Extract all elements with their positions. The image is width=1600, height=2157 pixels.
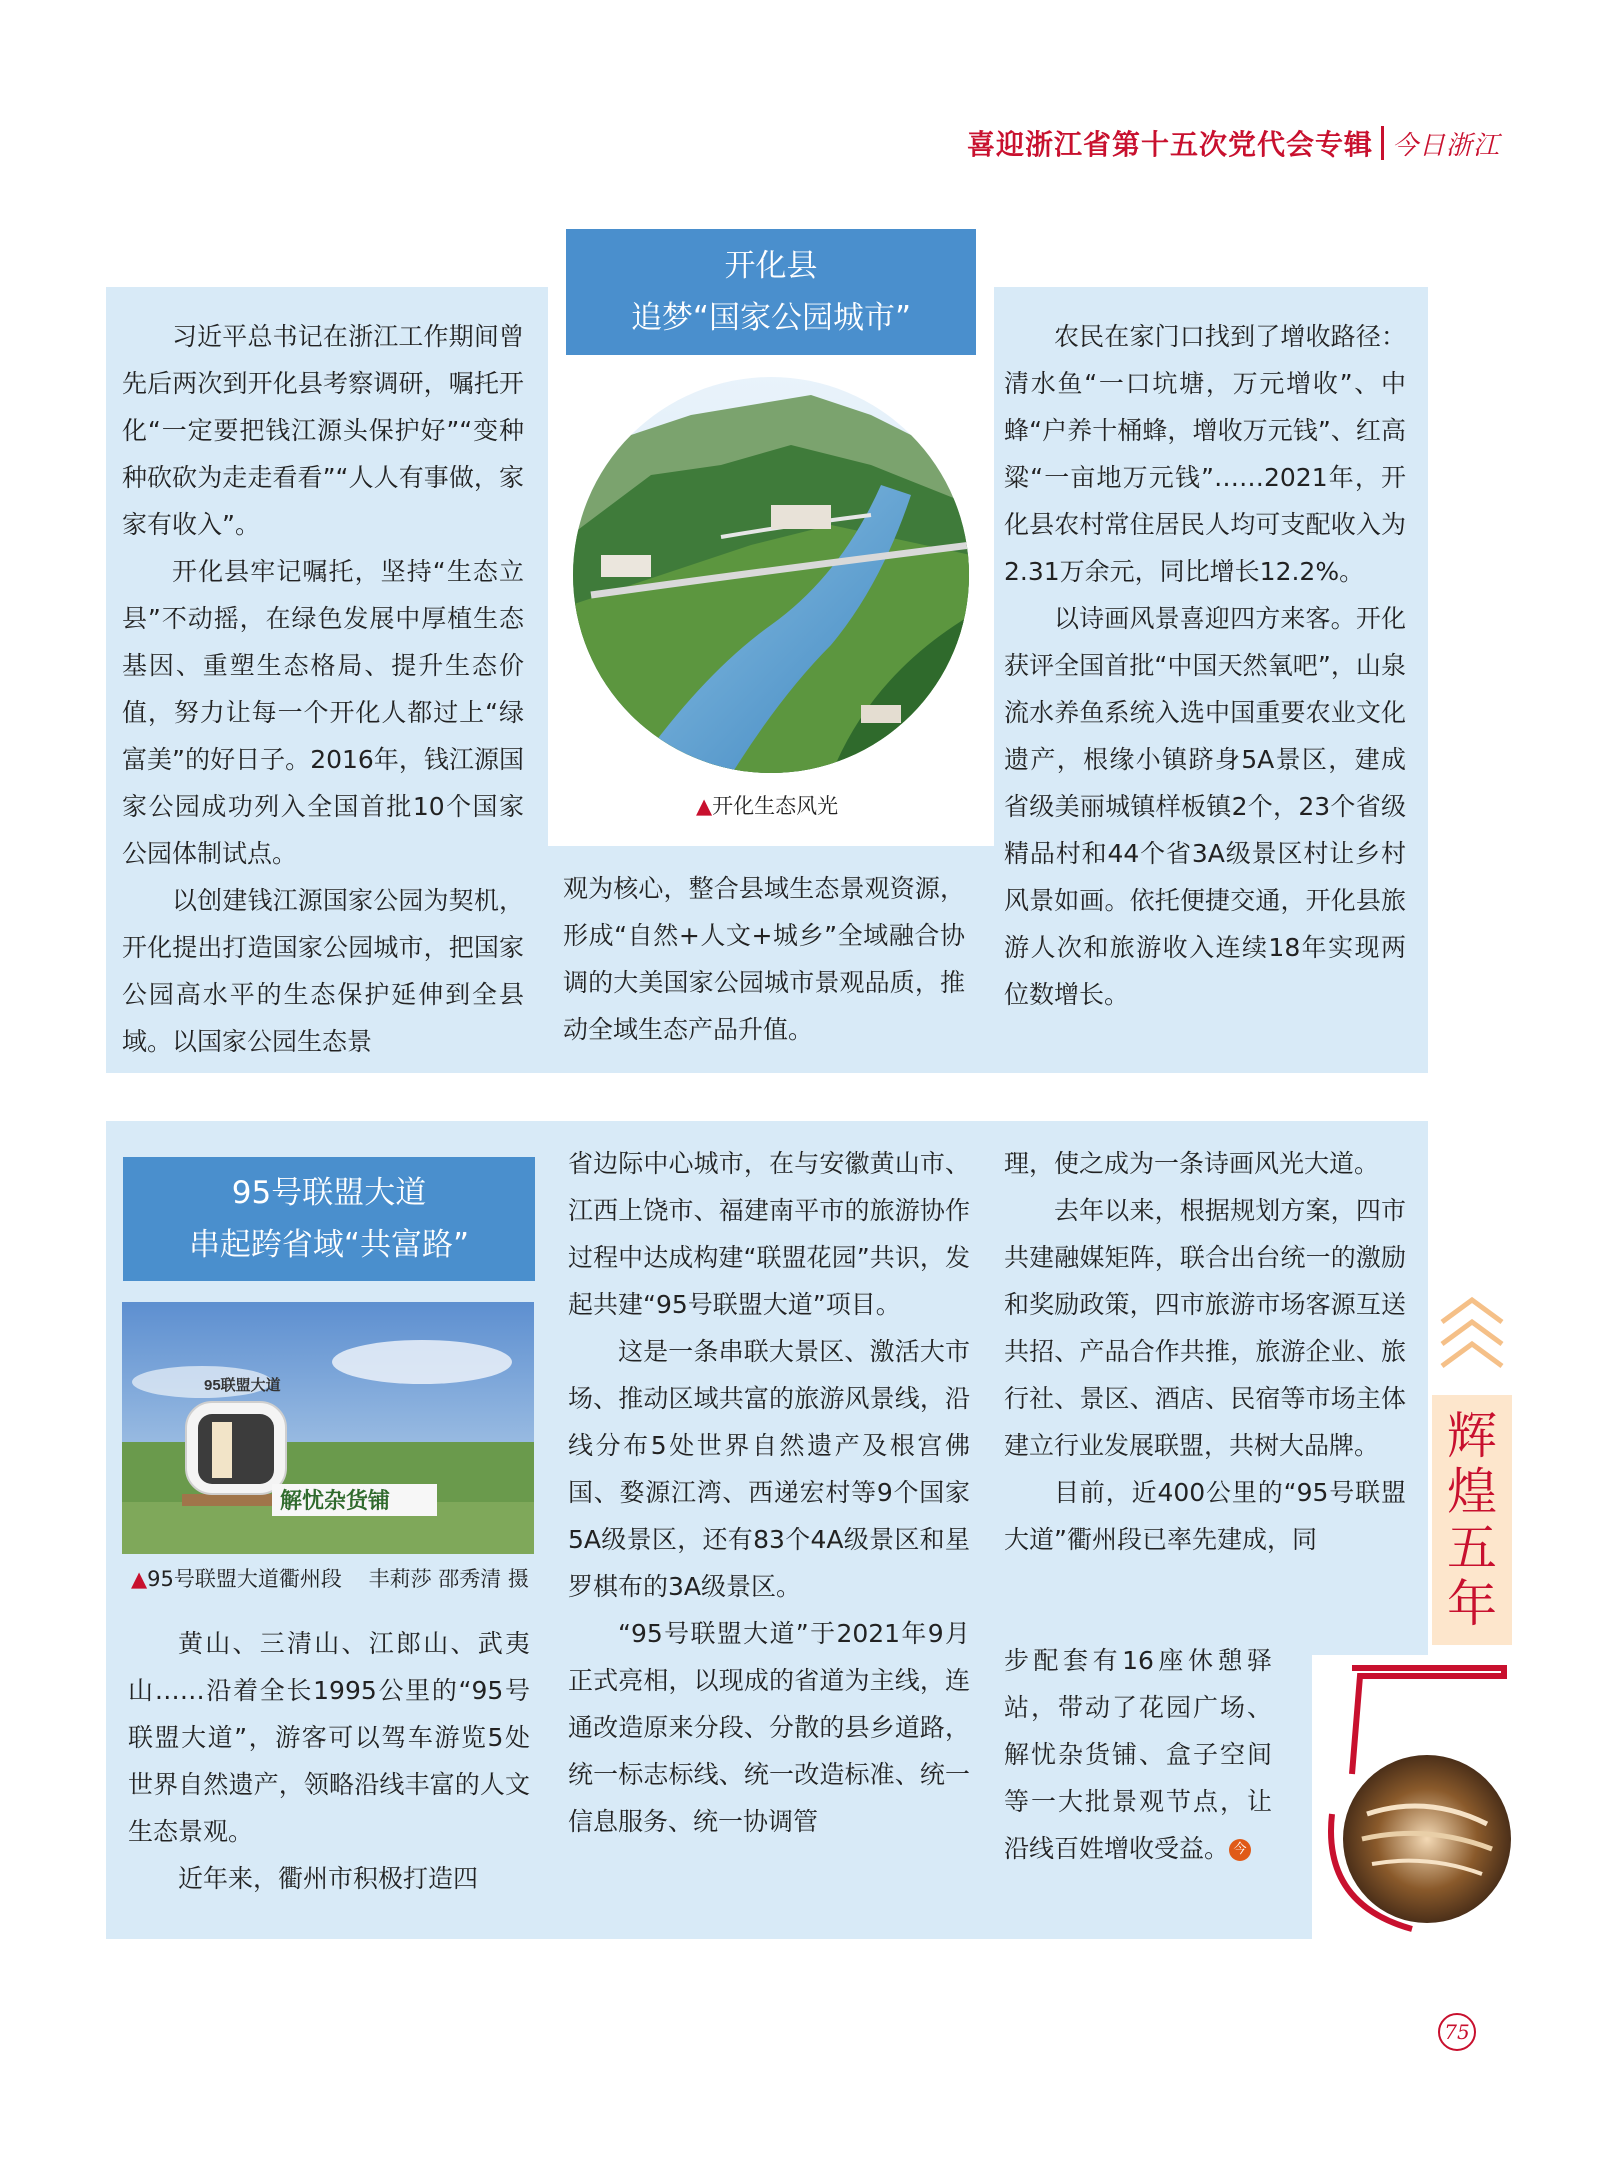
section2-photo-caption: ▲95号联盟大道衢州段 丰莉莎 邵秀清 摄 [131,1567,529,1591]
end-mark-icon: 今 [1229,1839,1251,1861]
photo-sign-text-2: 解忧杂货铺 [280,1488,391,1514]
paragraph: 习近平总书记在浙江工作期间曾先后两次到开化县考察调研，嘱托开化“一定要把钱江源头保护好”“变种种砍砍为走走看看”“人人有事做，家家有收入”。 [122,322,524,539]
paragraph: 以创建钱江源国家公园为契机，开化提出打造国家公园城市，把国家公园高水平的生态保护延伸到全县域。以国家公园生态景 [122,886,524,1056]
section2-column-3a [1004,1140,1406,1660]
chevron-up-icon [1436,1292,1508,1382]
section1-column-3 [1004,313,1406,1065]
running-header [880,118,1500,168]
paragraph: 农民在家门口找到了增收路径：清水鱼“一口坑塘，万元增收”、中蜂“户养十桶蜂，增收万元钱”、红高粱“一亩地万元钱”……2021年，开化县农村常住居民人均可支配收入为2.31万余元，同比增长12.2%。 [1004,322,1406,586]
paragraph: 省边际中心城市，在与安徽黄山市、江西上饶市、福建南平市的旅游协作过程中达成构建“联盟花园”共识，发起共建“95号联盟大道”项目。 [568,1149,970,1319]
five-years-tab: 辉 煌 五 年 [1432,1395,1512,1645]
paragraph: 近年来，衢州市积极打造四 [178,1864,479,1893]
paragraph: 以诗画风景喜迎四方来客。开化获评全国首批“中国天然氧吧”，山泉流水养鱼系统入选中国重要农业文化遗产，根缘小镇跻身5A景区，建成省级美丽城镇样板镇2个，23个省级精品村和44个省3A级景区村让乡村风景如画。依托便捷交通，开化县旅游人次和旅游收入连续18年实现两位数增长。 [1004,604,1406,1009]
header-divider [1381,126,1384,160]
section1-column-2 [563,865,965,1065]
section2-column-2 [568,1140,970,1920]
paragraph: 去年以来，根据规划方案，四市共建融媒矩阵，联合出台统一的激励和奖励政策，四市旅游市场客源互送共招、产品合作共推，旅游企业、旅行社、景区、酒店、民宿等市场主体建立行业发展联盟，共树大品牌。 [1004,1196,1406,1460]
special-issue-title: 喜迎浙江省第十五次党代会专辑 [966,128,1373,161]
section2-column-3b [1004,1637,1272,1921]
section1-title-line1: 开化县 [724,248,818,284]
photo-credit: 丰莉莎 邵秀清 摄 [368,1567,529,1591]
caption-triangle-icon: ▲ [131,1567,148,1591]
section2-title-line1: 95号联盟大道 [231,1175,427,1211]
section1-title-line2: 追梦“国家公园城市” [630,300,912,336]
photo-sign-text: 95联盟大道 [204,1377,281,1394]
section2-title [123,1157,535,1281]
alliance-road-photo [122,1302,534,1554]
paragraph: 这是一条串联大景区、激活大市场、推动区域共富的旅游风景线，沿线分布5处世界自然遗产及根宫佛国、婺源江湾、西递宏村等9个国家5A级景区，还有83个4A级景区和星罗棋布的3A级景区。 [568,1337,970,1601]
section1-photo-caption: ▲开化生态风光 [696,794,839,818]
paragraph: “95号联盟大道”于2021年9月正式亮相，以现成的省道为主线，连通改造原来分段、分散的县乡道路，统一标志标线、统一改造标准、统一信息服务、统一协调管 [568,1619,970,1836]
caption-triangle-icon: ▲ [696,794,713,818]
section1-column-1 [122,313,524,1065]
magazine-logo: 今日浙江 [1391,130,1500,161]
paragraph: 黄山、三清山、江郎山、武夷山……沿着全长1995公里的“95号联盟大道”，游客可以驾车游览5处世界自然遗产，领略沿线丰富的人文生态景观。 [128,1629,530,1846]
paragraph: 开化县牢记嘱托，坚持“生态立县”不动摇，在绿色发展中厚植生态基因、重塑生态格局、提升生态价值，努力让每一个开化人都过上“绿富美”的好日子。2016年，钱江源国家公园成功列入全国首批10个国家公园体制试点。 [122,557,524,868]
section2-title-line2: 串起跨省域“共富路” [188,1227,470,1263]
kaihua-landscape-photo [571,375,971,775]
page-number: 75 [1438,2013,1476,2051]
number-five-emblem [1312,1664,1512,1936]
paragraph: 理，使之成为一条诗画风光大道。 [1004,1149,1380,1178]
paragraph: 步配套有16座休憩驿站，带动了花园广场、解忧杂货铺、盒子空间等一大批景观节点，让沿线百姓增收受益。 今 [1004,1646,1272,1863]
paragraph: 目前，近400公里的“95号联盟大道”衢州段已率先建成，同 [1004,1478,1406,1554]
section2-column-1 [128,1620,530,1920]
paragraph: 观为核心，整合县域生态景观资源，形成“自然+人文+城乡”全域融合协调的大美国家公园城市景观品质，推动全域生态产品升值。 [563,874,965,1044]
section1-title [566,229,976,355]
